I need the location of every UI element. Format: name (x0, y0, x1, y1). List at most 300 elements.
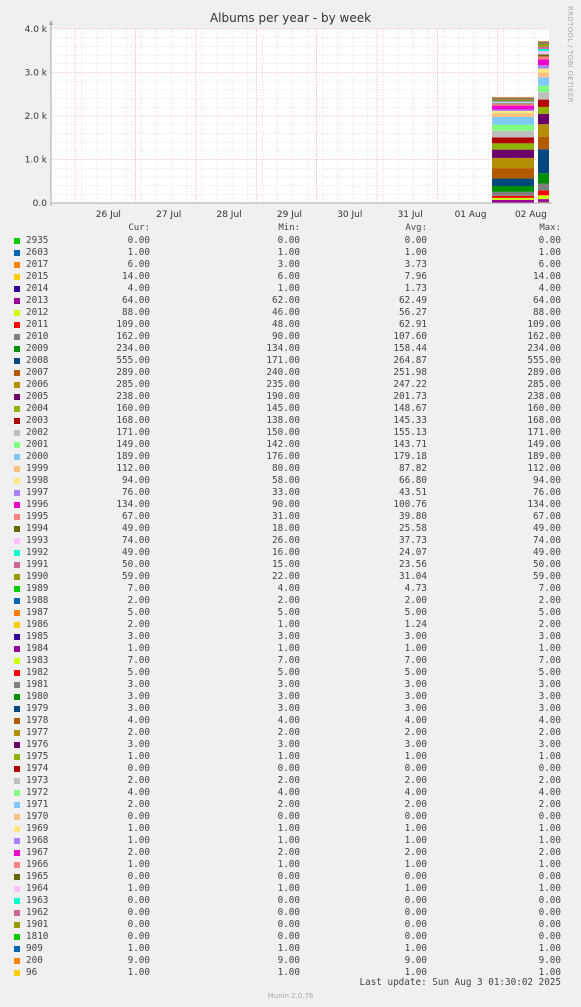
legend-row (0, 799, 581, 811)
legend-min-value: 176.00 (266, 451, 300, 462)
legend-series-name: 2015 (26, 271, 49, 282)
legend-swatch (14, 502, 20, 508)
legend-min-value: 1.00 (277, 883, 300, 894)
legend-max-value: 49.00 (533, 523, 561, 534)
legend-cur-value: 160.00 (116, 403, 150, 414)
legend-cur-value: 162.00 (116, 331, 150, 342)
legend-max-value: 2.00 (538, 727, 561, 738)
legend-series-name: 1979 (26, 703, 49, 714)
legend-max-value: 0.00 (538, 907, 561, 918)
legend-avg-value: 201.73 (393, 391, 427, 402)
legend-series-name: 1983 (26, 655, 49, 666)
y-tick-label: 0.0 (32, 199, 47, 209)
legend-min-value: 5.00 (277, 607, 300, 618)
legend-swatch (14, 538, 20, 544)
legend-swatch (14, 550, 20, 556)
legend-row (0, 859, 581, 871)
legend-swatch (14, 274, 20, 280)
legend-min-value: 134.00 (266, 343, 300, 354)
y-tick-label: 3.0 k (24, 68, 47, 79)
legend-swatch (14, 250, 20, 256)
legend-avg-value: 31.04 (399, 571, 427, 582)
legend-series-name: 1973 (26, 775, 49, 786)
legend-avg-value: 1.00 (404, 835, 427, 846)
stack-segment-2006 (538, 124, 549, 136)
legend-avg-value: 100.76 (393, 499, 427, 510)
legend-avg-value: 1.24 (404, 619, 427, 630)
legend-cur-value: 3.00 (127, 679, 150, 690)
legend-cur-value: 0.00 (127, 763, 150, 774)
legend-avg-value: 155.13 (393, 427, 427, 438)
legend-series-name: 1998 (26, 475, 49, 486)
legend-series-name: 1978 (26, 715, 49, 726)
legend-max-value: 160.00 (527, 403, 561, 414)
legend-row (0, 931, 581, 943)
legend-series-name: 1988 (26, 595, 49, 606)
legend-max-value: 3.00 (538, 739, 561, 750)
legend-avg-value: 0.00 (404, 931, 427, 942)
stack-segment-2007 (538, 137, 549, 150)
legend-series-name: 2001 (26, 439, 49, 450)
legend-swatch (14, 850, 20, 856)
legend-cur-value: 289.00 (116, 367, 150, 378)
legend-swatch (14, 370, 20, 376)
stack-segment-2011 (538, 191, 549, 196)
stack-segment-2011 (492, 196, 534, 198)
legend-max-value: 0.00 (538, 763, 561, 774)
legend-series-name: 2008 (26, 355, 49, 366)
legend-min-value: 3.00 (277, 631, 300, 642)
stack-segment-1999 (538, 73, 549, 78)
legend-series-name: 1970 (26, 811, 49, 822)
legend-avg-value: 0.00 (404, 235, 427, 246)
stack-segment-2003 (492, 137, 534, 143)
legend-series-name: 1976 (26, 739, 49, 750)
legend-swatch (14, 790, 20, 796)
legend-avg-value: 264.87 (393, 355, 427, 366)
y-tick-label: 2.0 k (24, 112, 47, 122)
legend-min-value: 2.00 (277, 847, 300, 858)
y-axis-arrow (49, 20, 53, 25)
legend-max-value: 109.00 (527, 319, 561, 330)
legend-max-value: 3.00 (538, 631, 561, 642)
legend-swatch (14, 934, 20, 940)
legend-min-value: 22.00 (272, 571, 300, 582)
legend-avg-value: 1.00 (404, 643, 427, 654)
legend-row (0, 787, 581, 799)
legend-swatch (14, 574, 20, 580)
legend-series-name: 1994 (26, 523, 49, 534)
legend-avg-value: 4.00 (404, 715, 427, 726)
legend-cur-value: 3.00 (127, 631, 150, 642)
stack-segment-1996 (492, 106, 534, 110)
legend-series-name: 2009 (26, 343, 49, 354)
legend-series-name: 2010 (26, 331, 49, 342)
header-cur: Cur: (128, 223, 150, 233)
legend-row (0, 607, 581, 619)
legend-swatch (14, 298, 20, 304)
legend-row (0, 823, 581, 835)
legend-swatch (14, 658, 20, 664)
stack-segment-1993 (492, 102, 534, 103)
legend-swatch (14, 646, 20, 652)
legend-row (0, 451, 581, 463)
stack-segment-2009 (538, 173, 549, 183)
legend-row (0, 415, 581, 427)
legend-min-value: 0.00 (277, 931, 300, 942)
header-avg: Avg: (405, 223, 427, 233)
legend-row (0, 499, 581, 511)
legend-row (0, 523, 581, 535)
legend-swatch (14, 862, 20, 868)
legend-min-value: 26.00 (272, 535, 300, 546)
stack-segment-2013 (492, 200, 534, 203)
stack-segment-2008 (492, 179, 534, 186)
legend-cur-value: 6.00 (127, 259, 150, 270)
legend-min-value: 58.00 (272, 475, 300, 486)
legend-max-value: 5.00 (538, 667, 561, 678)
legend-min-value: 1.00 (277, 643, 300, 654)
legend-series-name: 2017 (26, 259, 49, 270)
legend-row (0, 751, 581, 763)
legend-min-value: 0.00 (277, 763, 300, 774)
legend-avg-value: 0.00 (404, 811, 427, 822)
legend-series-name: 1999 (26, 463, 49, 474)
legend-min-value: 1.00 (277, 823, 300, 834)
legend-max-value: 3.00 (538, 703, 561, 714)
legend-max-value: 285.00 (527, 379, 561, 390)
legend-avg-value: 2.00 (404, 847, 427, 858)
legend-swatch (14, 874, 20, 880)
legend-min-value: 150.00 (266, 427, 300, 438)
legend-series-name: 2002 (26, 427, 49, 438)
legend-avg-value: 43.51 (399, 487, 427, 498)
legend-series-name: 1980 (26, 691, 49, 702)
legend-min-value: 2.00 (277, 799, 300, 810)
legend-series-name: 2004 (26, 403, 49, 414)
legend-swatch (14, 838, 20, 844)
legend-min-value: 4.00 (277, 715, 300, 726)
legend-max-value: 1.00 (538, 967, 561, 978)
legend-swatch (14, 946, 20, 952)
legend-series-name: 1977 (26, 727, 49, 738)
legend-min-value: 0.00 (277, 919, 300, 930)
legend-max-value: 5.00 (538, 607, 561, 618)
legend-cur-value: 1.00 (127, 967, 150, 978)
legend-min-value: 48.00 (272, 319, 300, 330)
legend-avg-value: 158.44 (393, 343, 427, 354)
stack-segment-1993 (538, 51, 549, 54)
stack-segment-2012 (492, 198, 534, 200)
legend-cur-value: 168.00 (116, 415, 150, 426)
legend-max-value: 76.00 (533, 487, 561, 498)
legend-row (0, 247, 581, 259)
legend-series-name: 1971 (26, 799, 49, 810)
legend-max-value: 2.00 (538, 619, 561, 630)
legend-series-name: 2000 (26, 451, 49, 462)
legend-cur-value: 0.00 (127, 919, 150, 930)
legend-max-value: 134.00 (527, 499, 561, 510)
legend-cur-value: 88.00 (122, 307, 150, 318)
legend-swatch (14, 754, 20, 760)
legend-swatch (14, 430, 20, 436)
legend-min-value: 0.00 (277, 907, 300, 918)
legend-min-value: 138.00 (266, 415, 300, 426)
legend-min-value: 1.00 (277, 283, 300, 294)
legend-avg-value: 1.73 (404, 283, 427, 294)
legend-series-name: 1993 (26, 535, 49, 546)
legend-cur-value: 0.00 (127, 871, 150, 882)
legend-avg-value: 5.00 (404, 667, 427, 678)
legend-max-value: 168.00 (527, 415, 561, 426)
legend-max-value: 67.00 (533, 511, 561, 522)
legend-avg-value: 247.22 (393, 379, 427, 390)
stack-segment-1992 (492, 102, 534, 103)
legend-series-name: 2006 (26, 379, 49, 390)
legend-cur-value: 5.00 (127, 607, 150, 618)
stack-segment-1991 (492, 101, 534, 102)
legend-cur-value: 2.00 (127, 775, 150, 786)
legend-max-value: 149.00 (527, 439, 561, 450)
legend-series-name: 2005 (26, 391, 49, 402)
legend-row (0, 463, 581, 475)
legend-row (0, 763, 581, 775)
stack-segment-1997 (492, 110, 534, 111)
legend-avg-value: 3.00 (404, 631, 427, 642)
legend-max-value: 171.00 (527, 427, 561, 438)
stack-segment-2004 (538, 107, 549, 114)
legend-swatch (14, 598, 20, 604)
legend-row (0, 379, 581, 391)
legend-min-value: 0.00 (277, 871, 300, 882)
legend-cur-value: 50.00 (122, 559, 150, 570)
legend-min-value: 142.00 (266, 439, 300, 450)
legend-min-value: 0.00 (277, 895, 300, 906)
legend-max-value: 0.00 (538, 871, 561, 882)
legend-max-value: 289.00 (527, 367, 561, 378)
legend-avg-value: 2.00 (404, 595, 427, 606)
legend-min-value: 0.00 (277, 811, 300, 822)
legend-swatch (14, 466, 20, 472)
stack-segment-1991 (538, 47, 549, 49)
legend-max-value: 1.00 (538, 823, 561, 834)
legend-swatch (14, 778, 20, 784)
legend-swatch (14, 586, 20, 592)
legend-series-name: 1987 (26, 607, 49, 618)
legend-cur-value: 14.00 (122, 271, 150, 282)
stack-segment-2007 (492, 168, 534, 178)
legend-series-name: 1981 (26, 679, 49, 690)
legend-header (0, 223, 581, 235)
legend-cur-value: 4.00 (127, 283, 150, 294)
legend-max-value: 59.00 (533, 571, 561, 582)
legend-series-name: 1810 (26, 931, 49, 942)
legend-row (0, 427, 581, 439)
legend-min-value: 3.00 (277, 691, 300, 702)
legend-series-name: 1992 (26, 547, 49, 558)
legend-cur-value: 49.00 (122, 523, 150, 534)
legend-min-value: 1.00 (277, 835, 300, 846)
legend-row (0, 559, 581, 571)
legend-min-value: 0.00 (277, 235, 300, 246)
legend-cur-value: 285.00 (116, 379, 150, 390)
legend-avg-value: 2.00 (404, 727, 427, 738)
legend-row (0, 727, 581, 739)
legend-avg-value: 7.96 (404, 271, 427, 282)
legend-avg-value: 143.71 (393, 439, 427, 450)
legend-row (0, 739, 581, 751)
legend-min-value: 9.00 (277, 955, 300, 966)
legend-cur-value: 134.00 (116, 499, 150, 510)
stack-segment-2001 (538, 86, 549, 92)
legend-cur-value: 189.00 (116, 451, 150, 462)
legend-row (0, 367, 581, 379)
legend-row (0, 235, 581, 247)
legend-row (0, 307, 581, 319)
legend-max-value: 7.00 (538, 583, 561, 594)
legend-series-name: 1967 (26, 847, 49, 858)
legend-row (0, 535, 581, 547)
legend-swatch (14, 322, 20, 328)
legend-swatch (14, 382, 20, 388)
legend-avg-value: 56.27 (399, 307, 427, 318)
legend-row (0, 691, 581, 703)
legend-series-name: 1966 (26, 859, 49, 870)
legend-swatch (14, 814, 20, 820)
legend-max-value: 49.00 (533, 547, 561, 558)
x-tick-label: 01 Aug (454, 210, 487, 220)
y-tick-label: 1.0 k (24, 155, 47, 166)
legend-max-value: 1.00 (538, 835, 561, 846)
legend-max-value: 1.00 (538, 859, 561, 870)
legend-row (0, 355, 581, 367)
legend-min-value: 80.00 (272, 463, 300, 474)
legend-swatch (14, 526, 20, 532)
legend-min-value: 1.00 (277, 943, 300, 954)
legend-max-value: 1.00 (538, 643, 561, 654)
legend-min-value: 46.00 (272, 307, 300, 318)
stack-segment-1995 (492, 104, 534, 105)
legend-max-value: 74.00 (533, 535, 561, 546)
legend-avg-value: 4.73 (404, 583, 427, 594)
legend-row (0, 811, 581, 823)
legend-max-value: 2.00 (538, 595, 561, 606)
legend-series-name: 1968 (26, 835, 49, 846)
legend-cur-value: 2.00 (127, 595, 150, 606)
legend-row (0, 403, 581, 415)
legend-avg-value: 145.33 (393, 415, 427, 426)
legend-max-value: 88.00 (533, 307, 561, 318)
legend-min-value: 3.00 (277, 703, 300, 714)
x-tick-label: 26 Jul (95, 210, 121, 220)
legend-row (0, 571, 581, 583)
legend-cur-value: 555.00 (116, 355, 150, 366)
legend-avg-value: 1.00 (404, 751, 427, 762)
legend-max-value: 3.00 (538, 679, 561, 690)
legend-avg-value: 7.00 (404, 655, 427, 666)
legend-swatch (14, 478, 20, 484)
legend-row (0, 631, 581, 643)
legend-series-name: 1995 (26, 511, 49, 522)
legend-series-name: 1991 (26, 559, 49, 570)
legend-min-value: 1.00 (277, 859, 300, 870)
legend-avg-value: 4.00 (404, 787, 427, 798)
legend-cur-value: 234.00 (116, 343, 150, 354)
last-update: Last update: Sun Aug 3 01:30:02 2025 (359, 977, 561, 988)
legend-row (0, 283, 581, 295)
legend-series-name: 2003 (26, 415, 49, 426)
legend-cur-value: 3.00 (127, 703, 150, 714)
munin-version-footer: Munin 2.0.76 (267, 992, 314, 1000)
legend-max-value: 94.00 (533, 475, 561, 486)
legend-row (0, 391, 581, 403)
legend-max-value: 189.00 (527, 451, 561, 462)
legend-avg-value: 3.00 (404, 679, 427, 690)
legend-avg-value: 9.00 (404, 955, 427, 966)
stack-segment-2000 (492, 117, 534, 125)
legend-min-value: 235.00 (266, 379, 300, 390)
legend-min-value: 1.00 (277, 967, 300, 978)
legend-max-value: 64.00 (533, 295, 561, 306)
legend-row (0, 883, 581, 895)
legend-swatch (14, 910, 20, 916)
legend-cur-value: 1.00 (127, 751, 150, 762)
legend-row (0, 583, 581, 595)
legend-max-value: 4.00 (538, 715, 561, 726)
legend-swatch (14, 610, 20, 616)
stack-segment-1998 (492, 111, 534, 114)
legend-swatch (14, 286, 20, 292)
legend-swatch (14, 718, 20, 724)
legend-cur-value: 3.00 (127, 691, 150, 702)
legend-series-name: 2007 (26, 367, 49, 378)
stack-segment-2012 (538, 195, 549, 199)
stack-segment-1999 (492, 113, 534, 116)
legend-max-value: 14.00 (533, 271, 561, 282)
legend-avg-value: 179.18 (393, 451, 427, 462)
legend-row (0, 955, 581, 967)
legend-row (0, 511, 581, 523)
legend-min-value: 190.00 (266, 391, 300, 402)
legend-series-name: 1990 (26, 571, 49, 582)
legend-swatch (14, 730, 20, 736)
legend-row (0, 703, 581, 715)
legend-swatch (14, 898, 20, 904)
legend-row (0, 943, 581, 955)
legend-min-value: 4.00 (277, 787, 300, 798)
legend-avg-value: 1.00 (404, 859, 427, 870)
legend-cur-value: 112.00 (116, 463, 150, 474)
legend-min-value: 4.00 (277, 583, 300, 594)
legend-row (0, 907, 581, 919)
legend-cur-value: 76.00 (122, 487, 150, 498)
legend-max-value: 162.00 (527, 331, 561, 342)
stack-segment-2005 (492, 150, 534, 158)
legend-avg-value: 0.00 (404, 895, 427, 906)
legend-max-value: 238.00 (527, 391, 561, 402)
legend-swatch (14, 682, 20, 688)
legend-min-value: 2.00 (277, 727, 300, 738)
legend-cur-value: 2.00 (127, 847, 150, 858)
legend-series-name: 909 (26, 943, 43, 954)
legend-row (0, 835, 581, 847)
legend-swatch (14, 622, 20, 628)
legend-min-value: 62.00 (272, 295, 300, 306)
legend-min-value: 15.00 (272, 559, 300, 570)
legend-avg-value: 2.00 (404, 799, 427, 810)
legend-avg-value: 23.56 (399, 559, 427, 570)
legend-min-value: 1.00 (277, 619, 300, 630)
